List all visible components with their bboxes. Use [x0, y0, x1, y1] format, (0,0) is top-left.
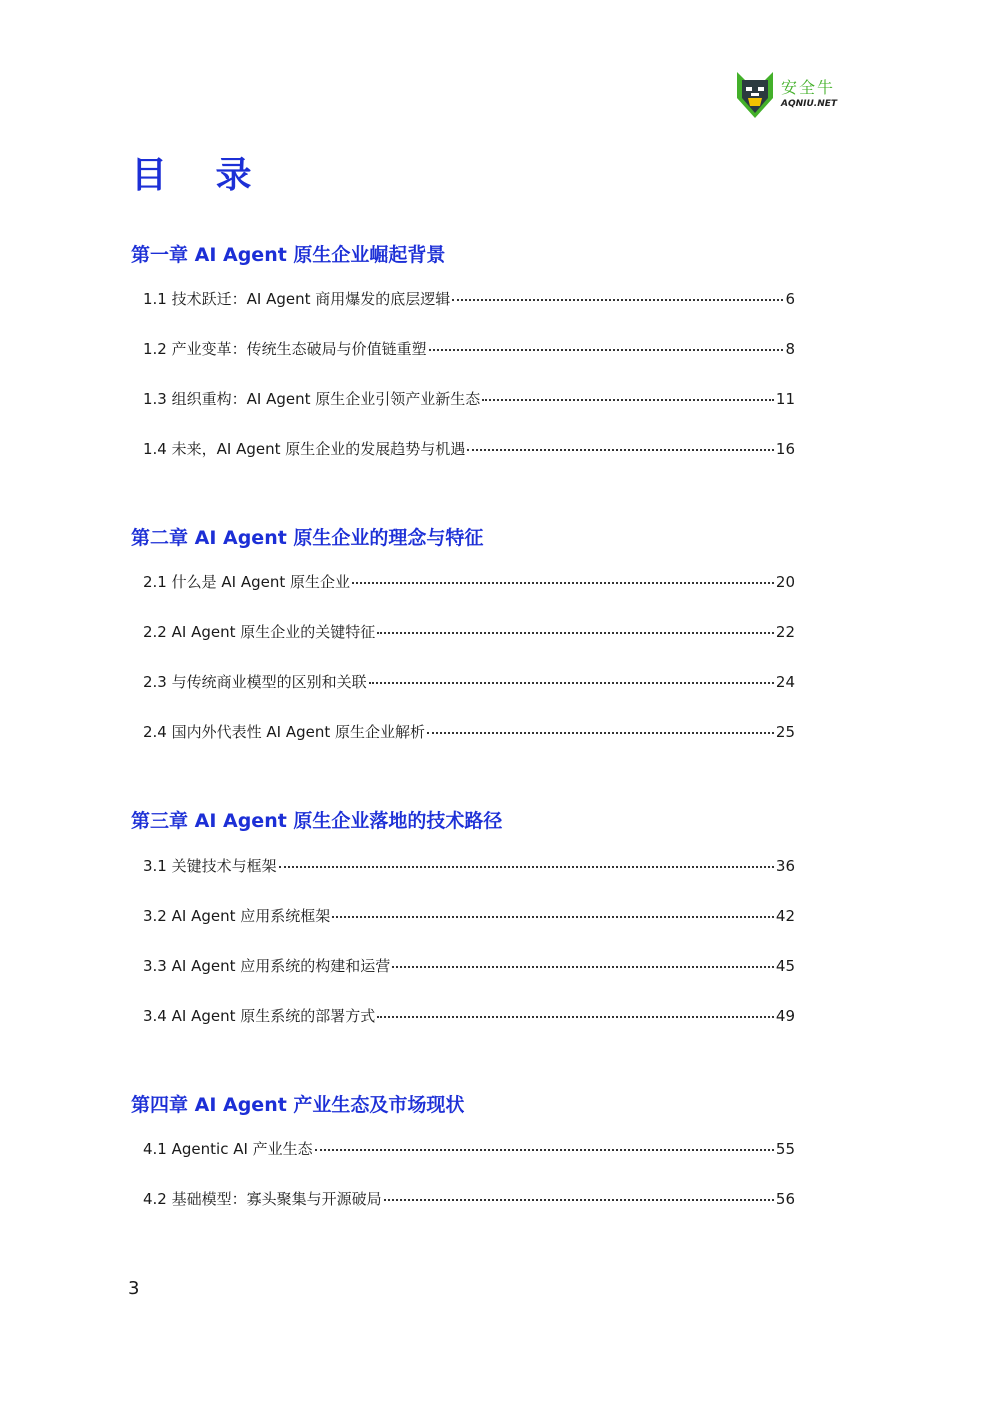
toc-entry-page: 24 [775, 673, 795, 691]
toc-entry[interactable] [143, 622, 795, 642]
toc-entry-label: 4.2 基础模型：寡头聚集与开源破局 [143, 1190, 382, 1208]
toc-entry-page: 8 [785, 340, 795, 358]
toc-entry-page: 22 [775, 623, 795, 641]
dot-leader [384, 1199, 774, 1201]
toc-entry-label: 4.1 Agentic AI 产业生态 [143, 1140, 313, 1158]
page-title: 目 录 [131, 155, 270, 196]
toc-entry-label: 2.4 国内外代表性 AI Agent 原生企业解析 [143, 723, 426, 741]
toc-entry[interactable] [143, 956, 795, 976]
toc-entry[interactable] [143, 1139, 795, 1159]
toc-entry-label: 2.2 AI Agent 原生企业的关键特征 [143, 623, 376, 641]
dot-leader [279, 866, 774, 868]
toc-entry-page: 6 [785, 290, 795, 308]
toc-entry[interactable] [143, 856, 795, 876]
toc-entry[interactable] [143, 1189, 795, 1209]
toc-entry[interactable] [143, 906, 795, 926]
brand-name-en: AQNIU.NET [781, 98, 838, 109]
dot-leader [315, 1149, 774, 1151]
toc-entry-label: 3.1 关键技术与框架 [143, 857, 277, 875]
toc-entry-page: 25 [775, 723, 795, 741]
page-number: 3 [128, 1278, 140, 1299]
toc-entry-label: 3.2 AI Agent 应用系统框架 [143, 907, 331, 925]
dot-leader [377, 1016, 774, 1018]
dot-leader [452, 299, 783, 301]
chapter-heading[interactable]: 第一章 AI Agent 原生企业崛起背景 [131, 244, 446, 266]
dot-leader [429, 349, 784, 351]
chapter-heading[interactable]: 第二章 AI Agent 原生企业的理念与特征 [131, 527, 484, 549]
chapter-heading[interactable]: 第四章 AI Agent 产业生态及市场现状 [131, 1094, 465, 1116]
toc-entry-label: 1.4 未来，AI Agent 原生企业的发展趋势与机遇 [143, 440, 466, 458]
toc-entry-label: 2.3 与传统商业模型的区别和关联 [143, 673, 367, 691]
dot-leader [482, 399, 774, 401]
toc-entry-page: 42 [775, 907, 795, 925]
toc-entry-page: 20 [775, 573, 795, 591]
toc-entry[interactable] [143, 722, 795, 742]
toc-entry-page: 16 [775, 440, 795, 458]
dot-leader [467, 449, 774, 451]
toc-entry[interactable] [143, 289, 795, 309]
toc-entry-page: 55 [775, 1140, 795, 1158]
dot-leader [332, 916, 774, 918]
toc-entry-page: 36 [775, 857, 795, 875]
toc-entry-page: 49 [775, 1007, 795, 1025]
brand-name-cn: 安全牛 [781, 77, 836, 97]
toc-entry[interactable] [143, 572, 795, 592]
toc-entry-label: 3.4 AI Agent 原生系统的部署方式 [143, 1007, 376, 1025]
dot-leader [392, 966, 774, 968]
chapter-heading[interactable]: 第三章 AI Agent 原生企业落地的技术路径 [131, 810, 503, 832]
toc-entry-label: 3.3 AI Agent 应用系统的构建和运营 [143, 957, 391, 975]
toc-entry-label: 1.2 产业变革：传统生态破局与价值链重塑 [143, 340, 427, 358]
toc-entry-page: 11 [775, 390, 795, 408]
dot-leader [427, 732, 774, 734]
toc-entry[interactable] [143, 1006, 795, 1026]
bull-mascot-icon [733, 68, 777, 120]
toc-entry[interactable] [143, 439, 795, 459]
brand-logo [733, 68, 837, 120]
toc-entry-page: 56 [775, 1190, 795, 1208]
dot-leader [352, 582, 774, 584]
toc-entry[interactable] [143, 672, 795, 692]
toc-entry[interactable] [143, 339, 795, 359]
toc-entry[interactable] [143, 389, 795, 409]
toc-entry-page: 45 [775, 957, 795, 975]
toc-entry-label: 2.1 什么是 AI Agent 原生企业 [143, 573, 351, 591]
dot-leader [369, 682, 774, 684]
dot-leader [377, 632, 774, 634]
toc-entry-label: 1.1 技术跃迁：AI Agent 商用爆发的底层逻辑 [143, 290, 451, 308]
toc-entry-label: 1.3 组织重构：AI Agent 原生企业引领产业新生态 [143, 390, 481, 408]
